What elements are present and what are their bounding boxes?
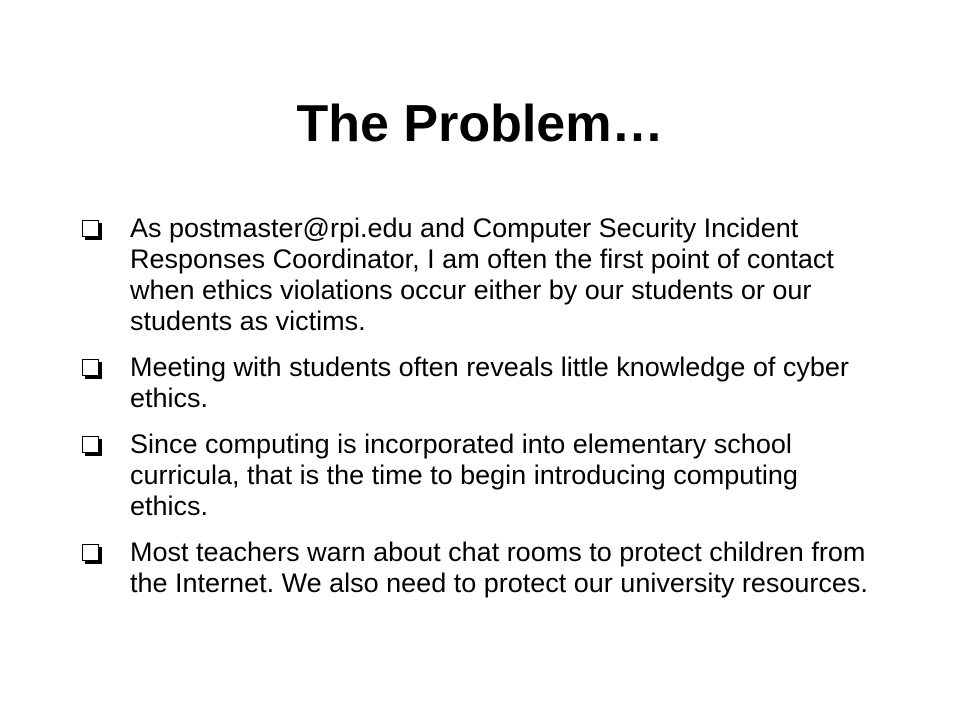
hollow-square-bullet-icon: [82, 544, 99, 561]
bullet-list: [82, 213, 882, 614]
bullet-item: [82, 352, 882, 414]
bullet-text: Most teachers warn about chat rooms to protect children from the Internet. We also need to protect our university resources.: [130, 537, 868, 598]
bullet-item: [82, 537, 882, 599]
hollow-square-bullet-icon: [82, 359, 99, 376]
bullet-text: Meeting with students often reveals little knowledge of cyber ethics.: [130, 352, 849, 413]
hollow-square-bullet-icon: [82, 436, 99, 453]
hollow-square-bullet-icon: [82, 220, 99, 237]
bullet-item: [82, 429, 882, 522]
bullet-text: Since computing is incorporated into elementary school curricula, that is the time to begin introducing computing ethics.: [130, 429, 798, 521]
bullet-item: [82, 213, 882, 337]
bullet-text: As postmaster@rpi.edu and Computer Security Incident Responses Coordinator, I am often the first point of contact when ethics violations occur either by our students or our students as victims.: [130, 213, 834, 336]
slide-title: The Problem…: [296, 95, 664, 153]
